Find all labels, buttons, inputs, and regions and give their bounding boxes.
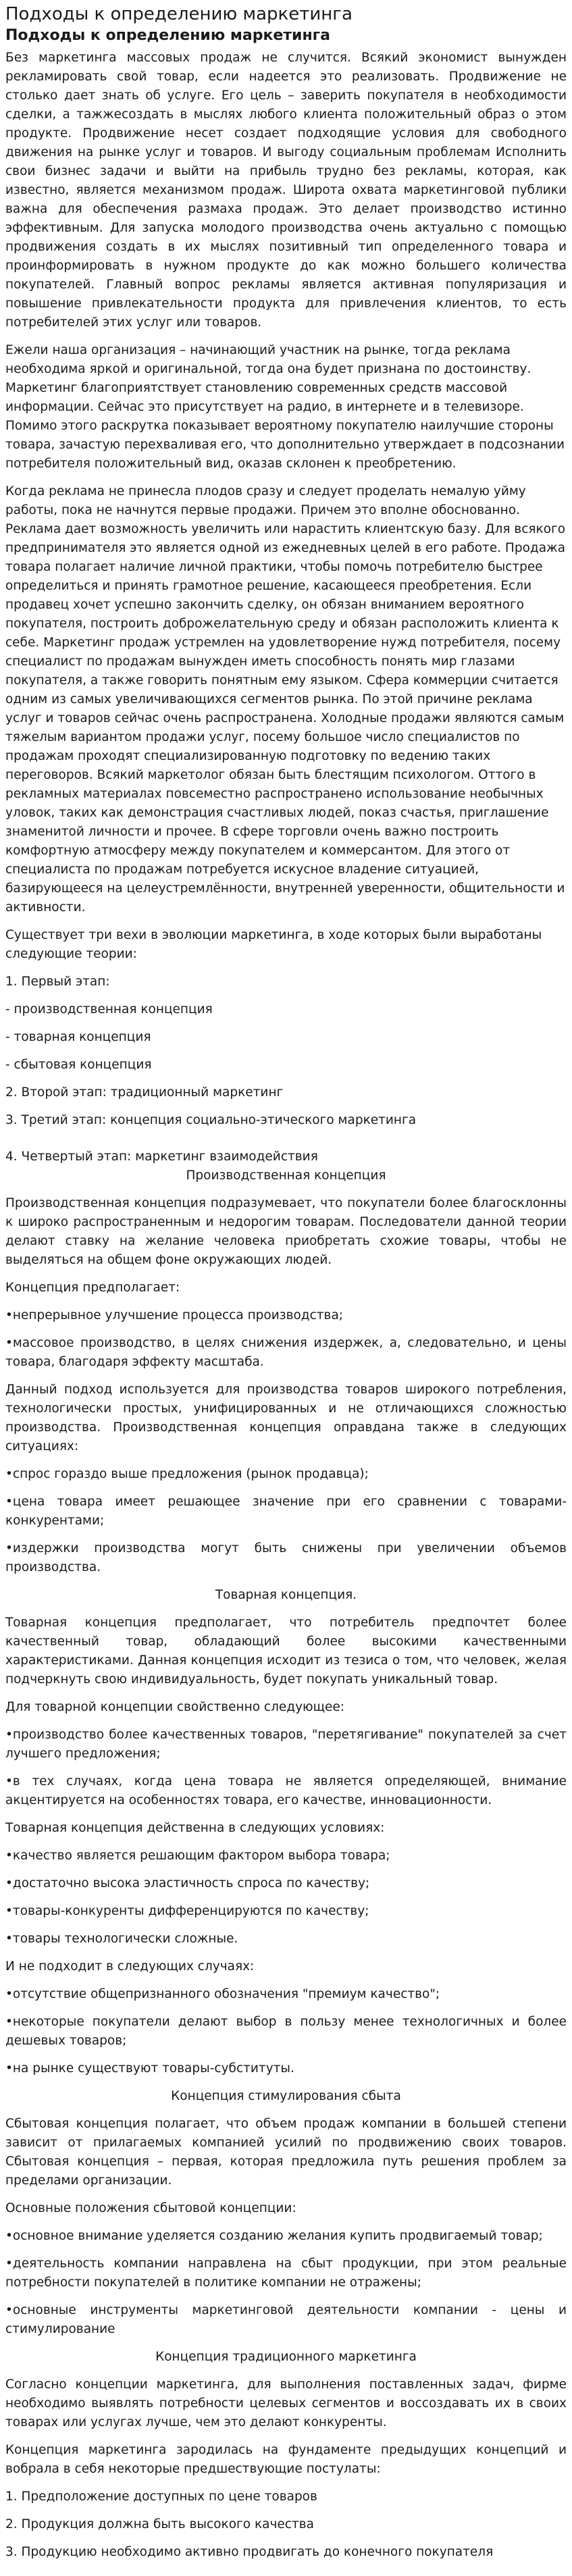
paragraph-not-suitable: И не подходит в следующих случаях: — [5, 1959, 255, 1974]
paragraph-sales-principles: Основные положения сбытовой концепции: — [5, 2201, 296, 2215]
bullet-quality-production: •производство более качественных товаров, "перетягивание" покупателей за счет лучшего предложения; — [5, 1728, 567, 1761]
page-title: Подходы к определению маркетинга — [5, 4, 353, 24]
section-heading-sales: Концепция стимулирования сбыта — [171, 2089, 401, 2103]
bullet-cheaper-choice: •некоторые покупатели делают выбор в пользу менее технологичных и более дешевых товаров; — [5, 2015, 567, 2048]
section-heading-product: Товарная концепция. — [215, 1588, 357, 1602]
bullet-desire-to-buy: •основное внимание уделяется созданию желания купить продвигаемый товар; — [5, 2229, 543, 2243]
spacer — [5, 1130, 567, 1148]
list-item-stage-1: 1. Первый этап: — [5, 975, 110, 989]
list-item-promote: 3. Продукцию необходимо активно продвигать до конечного покупателя — [5, 2545, 494, 2559]
paragraph-product-features: Для товарной концепции свойственно следующее: — [5, 1700, 345, 1714]
section-heading-production: Производственная концепция — [186, 1168, 386, 1183]
bullet-demand-exceeds: •спрос гораздо выше предложения (рынок продавца); — [5, 1467, 369, 1481]
paragraph-sales-concept: Сбытовая концепция полагает, что объем продаж компании в большей степени зависит от прилагаемых компанией усилий по продвижению своих товаров. Сбытовая концепция – первая, которая предложила путь решения проблем за пределами организации. — [5, 2117, 567, 2188]
bullet-instruments: •основные инструменты маркетинговой деятельности компании - цены и стимулирование — [5, 2303, 567, 2336]
article-heading: Подходы к определению маркетинга — [5, 27, 331, 44]
bullet-no-premium: •отсутствие общепризнанного обозначения "премиум качество"; — [5, 1987, 440, 2001]
bullet-mass-production: •массовое производство, в целях снижения издержек, а, следовательно, и цены товара, благодаря эффекту масштаба. — [5, 1336, 567, 1369]
paragraph-production: Производственная концепция подразумевает, что покупатели более благосклонны к широко распространенным и недорогим товарам. Последователи данной теории делают ставку на желание человека приобретать схожие товары, чтобы не выделяться на общем фоне окружающих людей. — [5, 1196, 567, 1267]
bullet-continuous-improvement: •непрерывное улучшение процесса производства; — [5, 1308, 344, 1322]
list-item-stage-2: 2. Второй этап: традиционный маркетинг — [5, 1085, 284, 1100]
bullet-tech-complex: •товары технологически сложные. — [5, 1932, 238, 1946]
paragraph-intro: Без маркетинга массовых продаж не случится. Всякий экономист вынужден рекламировать свой товар, если надеется это реализовать. Продвижение не столько дает знать об услуге. Его цель – заверить покупателя в необходимости сделки, а тажжесоздать в мыслях любого клиента положительный образ о этом продукте. Продвижение несет создает подходящие условия для свободного движения на рынке услуг и товаров. И выгоду социальным проблемам Исполнить свои бизнес задачи и выйти на прибыль трудно без рекламы, которая, как известно, является механизмом продаж. Широта охвата маркетинговой публики важна для обеспечения размаха продаж. Это делает производство истинно эффективным. Для запуска молодого производства очень актуально с помощью продвижения создать в их мыслях позитивный тип определенного товара и проинформировать в нужном продукте до как можно большего количества покупателей. Главный вопрос рекламы является активная популяризация и повышение привлекательности продукта для привлечения клиентов, то есть потребителей этих услуг или товаров. — [5, 51, 567, 330]
paragraph-traditional-origins: Концепция маркетинга зародилась на фундаменте предыдущих концепций и вобрала в себя некоторые предшествующие постулаты: — [5, 2443, 567, 2476]
bullet-competitors-differ: •товары-конкуренты дифференцируются по качеству; — [5, 1904, 369, 1918]
list-item-stage-4: 4. Четвертый этап: маркетинг взаимодействия — [5, 1150, 318, 1164]
paragraph-product-effective: Товарная концепция действенна в следующих условиях: — [5, 1821, 385, 1835]
article-body — [5, 49, 567, 2562]
bullet-quality-decisive: •качество является решающим фактором выбора товара; — [5, 1849, 390, 1863]
list-item-quality: 2. Продукция должна быть высокого качества — [5, 2517, 314, 2531]
list-item-affordable: 1. Предположение доступных по цене товаров — [5, 2490, 317, 2504]
section-heading-traditional: Концепция традиционного маркетинга — [155, 2350, 417, 2364]
bullet-sales-focus: •деятельность компании направлена на сбыт продукции, при этом реальные потребности покупателей в политике компании не отражены; — [5, 2257, 567, 2290]
list-item-production-concept: - производственная концепция — [5, 1002, 213, 1016]
bullet-elasticity: •достаточно высока эластичность спроса по качеству; — [5, 1876, 370, 1890]
list-item-stage-3: 3. Третий этап: концепция социально-этического маркетинга — [5, 1113, 417, 1127]
list-item-sales-concept: - сбытовая концепция — [5, 1058, 152, 1072]
paragraph-new-organization: Ежели наша организация – начинающий участник на рынке, тогда реклама необходима яркой и оригинальной, тогда она будет признана по достоинству. Маркетинг благоприятствует становлению современных средств массовой информации. Сейчас это присутствует на радио, в интернете и в телевизоре. Помимо этого раскрутка показывает вероятному покупателю наилучшие стороны товара, зачастую перехваливая его, что дополнительно утверждает в подсознании потребителя положительный вид, оказав склонен к преобретению. — [5, 343, 565, 471]
list-item-product-concept: - товарная концепция — [5, 1030, 151, 1044]
paragraph-sales: Когда реклама не принесла плодов сразу и следует проделать немалую уйму работы, пока не начнутся первые продажи. Причем это вполне обоснованно. Реклама дает возможность увеличить или нарастить клиентскую базу. Для всякого предпринимателя это является одной из ежедневных целей в его работе. Продажа товара полагает наличие личной практики, чтобы помочь потребителю быстрее определиться и принять грамотное решение, касающееся преобретения. Если продавец хочет успешно закончить сделку, он обязан вниманием вероятного покупателя, построить доброжелательную среду и обязан расположить клиента к себе. Маркетинг продаж устремлен на удовлетворение нужд потребителя, посему специалист по продажам вынужден иметь способность понять мир глазами покупателя, а также говорить понятным ему языком. Сфера коммерции считается одним из самых увеличивающихся сегментов рынка. По этой причине реклама услуг и товаров сейчас очень распространена. Холодные продажи являются самым тяжелым вариантом продажи услуг, посему большое число специалистов по продажам проходят специализированную подготовку по ведению таких переговоров. Всякий маркетолог обязан быть блестящим психологом. Оттого в рекламных материалах повсеместно распространено использование необычных уловок, таких как демонстрация счастливых людей, показ счастья, приглашение знаменитой личности и прочее. В сфере торговли очень важно построить комфортную атмосферу между покупателем и коммерсантом. Для этого от специалиста по продажам потребуется искусное владение ситуацией, базирующееся на целеустремлённости, внутренней уверенности, общительности и активности. — [5, 484, 566, 915]
bullet-price-not-decisive: •в тех случаях, когда цена товара не является определяющей, внимание акцентируется на особенностях товара, его качестве, инновационности. — [5, 1774, 567, 1807]
bullet-costs-reduced: •издержки производства могут быть снижены при увеличении объемов производства. — [5, 1541, 567, 1574]
paragraph-production-usage: Данный подход используется для производства товаров широкого потребления, технологически простых, унифицированных и не отличающихся сложностью производства. Производственная концепция оправдана также в следующих ситуациях: — [5, 1383, 567, 1453]
bullet-price-decisive: •цена товара имеет решающее значение при его сравнении с товарами-конкурентами; — [5, 1495, 567, 1528]
paragraph-product: Товарная концепция предполагает, что потребитель предпочтет более качественный товар, обладающий более высокими качественными характеристиками. Данная концепция исходит из тезиса о том, что человек, желая подчеркнуть свою индивидуальность, будет покупать уникальный товар. — [5, 1616, 567, 1686]
paragraph-concept-assumes: Концепция предполагает: — [5, 1281, 180, 1295]
paragraph-stages-intro: Существует три вехи в эволюции маркетинга, в ходе которых были выработаны следующие теории: — [5, 928, 542, 961]
paragraph-traditional: Согласно концепции маркетинга, для выполнения поставленных задач, фирме необходимо выявлять потребности целевых сегментов и воссоздавать их в своих товарах или услугах лучше, чем это делают конкуренты. — [5, 2377, 567, 2429]
bullet-substitutes: •на рынке существуют товары-субституты. — [5, 2061, 294, 2076]
